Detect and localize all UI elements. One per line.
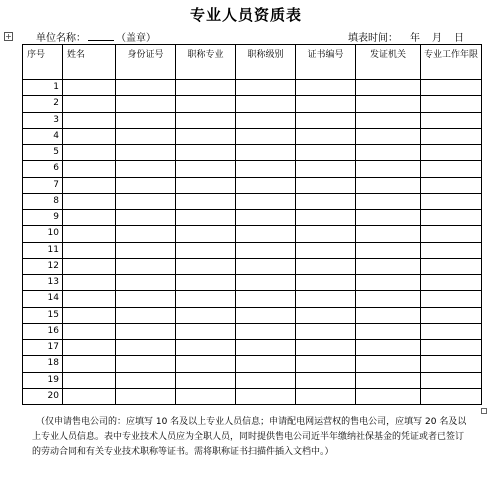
- table-cell[interactable]: [421, 340, 482, 356]
- fill-date-label: 填表时间：: [348, 33, 398, 44]
- table-cell[interactable]: [116, 388, 176, 404]
- table-cell[interactable]: [116, 307, 176, 323]
- table-row: [23, 356, 482, 372]
- unit-name-blank[interactable]: [88, 31, 114, 41]
- row-index-cell: 5: [23, 145, 63, 161]
- year-label: 年: [410, 33, 420, 44]
- table-cell[interactable]: [421, 291, 482, 307]
- table-cell[interactable]: [236, 80, 296, 96]
- table-cell[interactable]: [176, 226, 236, 242]
- table-header-row: [23, 45, 482, 80]
- table-cell[interactable]: [236, 340, 296, 356]
- table-cell[interactable]: [176, 112, 236, 128]
- table-cell[interactable]: [236, 307, 296, 323]
- col-header-title-major: 职称专业: [176, 45, 236, 80]
- table-row: [23, 340, 482, 356]
- row-index-cell: 3: [23, 112, 63, 128]
- table-row: [23, 307, 482, 323]
- table-cell[interactable]: [356, 275, 421, 291]
- row-index-cell: 16: [23, 323, 63, 339]
- col-header-work-years: 专业工作年限: [421, 45, 482, 80]
- table-cell[interactable]: [421, 275, 482, 291]
- table-cell[interactable]: [421, 226, 482, 242]
- table-cell[interactable]: [236, 372, 296, 388]
- table-cell[interactable]: [63, 177, 116, 193]
- table-cell[interactable]: [63, 80, 116, 96]
- row-index-cell: 19: [23, 372, 63, 388]
- table-cell[interactable]: [421, 193, 482, 209]
- table-cell[interactable]: [63, 372, 116, 388]
- col-header-index: 序号: [23, 45, 63, 80]
- table-cell[interactable]: [176, 161, 236, 177]
- table-cell[interactable]: [356, 193, 421, 209]
- table-cell[interactable]: [63, 356, 116, 372]
- table-cell[interactable]: [421, 96, 482, 112]
- table-cell[interactable]: [63, 112, 116, 128]
- qualification-table: [22, 44, 482, 405]
- instruction-note: [32, 415, 472, 460]
- row-index-cell: 8: [23, 193, 63, 209]
- table-cell[interactable]: [176, 356, 236, 372]
- table-cell[interactable]: [421, 356, 482, 372]
- table-cell[interactable]: [63, 128, 116, 144]
- table-row: [23, 258, 482, 274]
- table-cell[interactable]: [296, 323, 356, 339]
- table-cell[interactable]: [116, 258, 176, 274]
- table-cell[interactable]: [296, 112, 356, 128]
- table-resize-handle[interactable]: [481, 408, 487, 414]
- table-cell[interactable]: [296, 80, 356, 96]
- row-index-cell: 14: [23, 291, 63, 307]
- table-move-handle-icon[interactable]: +: [5, 32, 12, 41]
- table-cell[interactable]: [296, 242, 356, 258]
- table-row: [23, 161, 482, 177]
- table-cell[interactable]: [236, 145, 296, 161]
- table-cell[interactable]: [421, 210, 482, 226]
- table-cell[interactable]: [63, 258, 116, 274]
- unit-name-line: [36, 29, 156, 44]
- table-cell[interactable]: [63, 291, 116, 307]
- table-row: [23, 210, 482, 226]
- table-cell[interactable]: [356, 388, 421, 404]
- table-cell[interactable]: [421, 323, 482, 339]
- table-cell[interactable]: [296, 161, 356, 177]
- row-index-cell: 17: [23, 340, 63, 356]
- table-cell[interactable]: [236, 356, 296, 372]
- table-row: [23, 388, 482, 404]
- table-cell[interactable]: [176, 210, 236, 226]
- table-cell[interactable]: [421, 145, 482, 161]
- row-index-cell: 15: [23, 307, 63, 323]
- table-cell[interactable]: [421, 80, 482, 96]
- table-row: [23, 193, 482, 209]
- table-cell[interactable]: [116, 210, 176, 226]
- table-cell[interactable]: [236, 275, 296, 291]
- table-cell[interactable]: [296, 307, 356, 323]
- table-cell[interactable]: [116, 323, 176, 339]
- table-cell[interactable]: [236, 242, 296, 258]
- table-cell[interactable]: [296, 193, 356, 209]
- table-cell[interactable]: [176, 291, 236, 307]
- table-cell[interactable]: [176, 128, 236, 144]
- col-header-cert-number: 证书编号: [296, 45, 356, 80]
- table-cell[interactable]: [356, 258, 421, 274]
- table-cell[interactable]: [356, 307, 421, 323]
- table-cell[interactable]: [63, 388, 116, 404]
- table-cell[interactable]: [296, 226, 356, 242]
- table-cell[interactable]: [176, 145, 236, 161]
- col-header-id-number: 身份证号: [116, 45, 176, 80]
- table-cell[interactable]: [176, 177, 236, 193]
- row-index-cell: 11: [23, 242, 63, 258]
- table-cell[interactable]: [63, 96, 116, 112]
- table-row: [23, 291, 482, 307]
- table-cell[interactable]: [116, 242, 176, 258]
- table-cell[interactable]: [356, 96, 421, 112]
- table-cell[interactable]: [421, 258, 482, 274]
- row-index-cell: 10: [23, 226, 63, 242]
- table-cell[interactable]: [176, 388, 236, 404]
- table-cell[interactable]: [116, 291, 176, 307]
- row-index-cell: 7: [23, 177, 63, 193]
- table-cell[interactable]: [116, 226, 176, 242]
- table-cell[interactable]: [176, 242, 236, 258]
- table-cell[interactable]: [176, 96, 236, 112]
- table-cell[interactable]: [116, 80, 176, 96]
- row-index-cell: 12: [23, 258, 63, 274]
- table-cell[interactable]: [296, 356, 356, 372]
- table-cell[interactable]: [116, 128, 176, 144]
- table-cell[interactable]: [63, 275, 116, 291]
- table-row: [23, 323, 482, 339]
- table-cell[interactable]: [421, 128, 482, 144]
- table-cell[interactable]: [356, 128, 421, 144]
- table-cell[interactable]: [116, 356, 176, 372]
- table-cell[interactable]: [296, 177, 356, 193]
- table-cell[interactable]: [236, 291, 296, 307]
- col-header-issuing-authority: 发证机关: [356, 45, 421, 80]
- table-cell[interactable]: [63, 323, 116, 339]
- table-cell[interactable]: [63, 226, 116, 242]
- table-cell[interactable]: [356, 372, 421, 388]
- row-index-cell: 4: [23, 128, 63, 144]
- seal-label: （盖章）: [116, 33, 156, 44]
- table-cell[interactable]: [236, 226, 296, 242]
- col-header-title-level: 职称级别: [236, 45, 296, 80]
- table-cell[interactable]: [356, 210, 421, 226]
- table-row: [23, 177, 482, 193]
- table-cell[interactable]: [116, 177, 176, 193]
- table-row: [23, 275, 482, 291]
- table-cell[interactable]: [421, 307, 482, 323]
- table-cell[interactable]: [63, 307, 116, 323]
- table-cell[interactable]: [356, 242, 421, 258]
- table-cell[interactable]: [116, 161, 176, 177]
- table-cell[interactable]: [176, 258, 236, 274]
- table-cell[interactable]: [296, 340, 356, 356]
- table-cell[interactable]: [421, 388, 482, 404]
- table-cell[interactable]: [296, 210, 356, 226]
- table-cell[interactable]: [176, 193, 236, 209]
- table-cell[interactable]: [116, 112, 176, 128]
- col-header-name: 姓名: [63, 45, 116, 80]
- table-cell[interactable]: [236, 388, 296, 404]
- table-cell[interactable]: [236, 258, 296, 274]
- table-cell[interactable]: [236, 96, 296, 112]
- table-cell[interactable]: [176, 323, 236, 339]
- table-cell[interactable]: [116, 96, 176, 112]
- table-cell[interactable]: [356, 291, 421, 307]
- table-cell[interactable]: [176, 275, 236, 291]
- table-cell[interactable]: [356, 177, 421, 193]
- table-cell[interactable]: [356, 356, 421, 372]
- table-cell[interactable]: [236, 112, 296, 128]
- table-row: [23, 226, 482, 242]
- table-cell[interactable]: [356, 161, 421, 177]
- table-cell[interactable]: [296, 388, 356, 404]
- table-row: [23, 242, 482, 258]
- month-label: 月: [432, 33, 442, 44]
- table-cell[interactable]: [356, 226, 421, 242]
- table-cell[interactable]: [421, 161, 482, 177]
- table-cell[interactable]: [176, 307, 236, 323]
- table-row: [23, 112, 482, 128]
- table-cell[interactable]: [356, 323, 421, 339]
- row-index-cell: 9: [23, 210, 63, 226]
- table-cell[interactable]: [63, 161, 116, 177]
- table-cell[interactable]: [63, 145, 116, 161]
- table-cell[interactable]: [296, 258, 356, 274]
- table-row: [23, 80, 482, 96]
- table-cell[interactable]: [116, 275, 176, 291]
- table-cell[interactable]: [236, 161, 296, 177]
- table-cell[interactable]: [116, 145, 176, 161]
- table-cell[interactable]: [236, 323, 296, 339]
- table-cell[interactable]: [176, 372, 236, 388]
- table-cell[interactable]: [421, 242, 482, 258]
- table-cell[interactable]: [296, 291, 356, 307]
- row-index-cell: 1: [23, 80, 63, 96]
- row-index-cell: 6: [23, 161, 63, 177]
- table-cell[interactable]: [63, 242, 116, 258]
- table-cell[interactable]: [296, 372, 356, 388]
- unit-name-label: 单位名称：: [36, 33, 86, 44]
- table-cell[interactable]: [296, 275, 356, 291]
- table-row: [23, 145, 482, 161]
- table-row: [23, 372, 482, 388]
- table-cell[interactable]: [116, 340, 176, 356]
- table-cell[interactable]: [116, 372, 176, 388]
- document-title: 专业人员资质表: [189, 6, 302, 24]
- table-cell[interactable]: [421, 372, 482, 388]
- table-cell[interactable]: [236, 177, 296, 193]
- table-row: [23, 128, 482, 144]
- table-cell[interactable]: [356, 80, 421, 96]
- table-cell[interactable]: [63, 210, 116, 226]
- row-index-cell: 2: [23, 96, 63, 112]
- table-cell[interactable]: [356, 340, 421, 356]
- instruction-note-text: （仅申请售电公司的：应填写 10 名及以上专业人员信息；申请配电网运营权的售电公司，应填写 20 名及以上专业人员信息。表中专业技术人员应为全职人员，同时提供售电公司近半年缴纳社保基金的凭证或者已签订的劳动合同和有关专业技术职称等证书。需将职称证书扫描件插入文档中。）: [32, 417, 467, 457]
- table-cell[interactable]: [421, 112, 482, 128]
- fill-date-line: [348, 29, 464, 44]
- table-cell[interactable]: [356, 145, 421, 161]
- table-cell[interactable]: [236, 193, 296, 209]
- row-index-cell: 20: [23, 388, 63, 404]
- table-cell[interactable]: [176, 80, 236, 96]
- row-index-cell: 13: [23, 275, 63, 291]
- table-cell[interactable]: [63, 193, 116, 209]
- table-cell[interactable]: [421, 177, 482, 193]
- table-cell[interactable]: [296, 96, 356, 112]
- table-row: [23, 96, 482, 112]
- table-cell[interactable]: [63, 340, 116, 356]
- table-cell[interactable]: [116, 193, 176, 209]
- table-cell[interactable]: [296, 128, 356, 144]
- table-cell[interactable]: [176, 340, 236, 356]
- row-index-cell: 18: [23, 356, 63, 372]
- day-label: 日: [454, 33, 464, 44]
- table-cell[interactable]: [236, 128, 296, 144]
- table-cell[interactable]: [236, 210, 296, 226]
- table-cell[interactable]: [296, 145, 356, 161]
- table-cell[interactable]: [356, 112, 421, 128]
